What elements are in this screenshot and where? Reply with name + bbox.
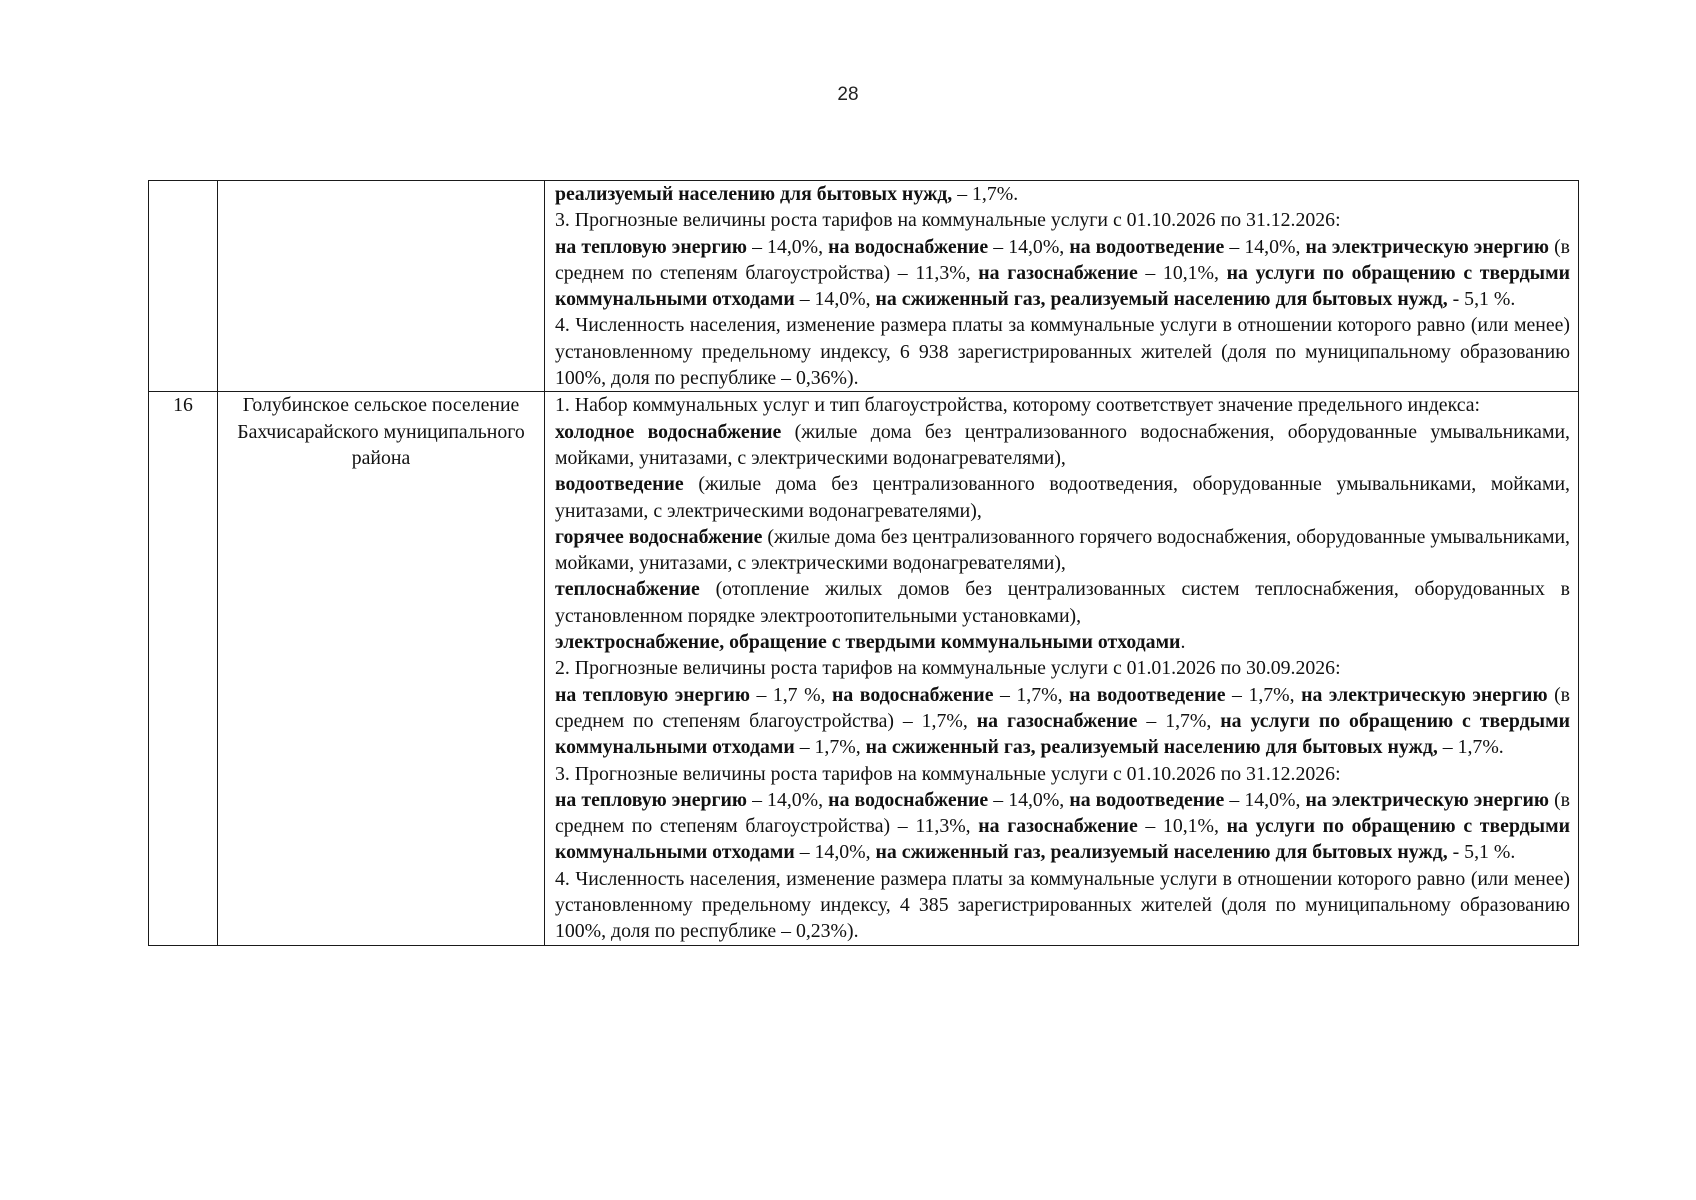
paragraph <box>555 576 1570 629</box>
municipality-cell <box>218 181 545 392</box>
description-cell <box>545 181 1579 392</box>
bold-text-run: горячее водоснабжение <box>555 525 763 548</box>
bold-text-run: на услуги по обращению с твердыми коммунальными отходами <box>555 709 1570 759</box>
bold-text-run: на сжиженный газ, реализуемый населению для бытовых нужд, <box>875 288 1448 311</box>
bold-text-run: на электрическую энергию <box>1301 683 1548 706</box>
paragraph <box>555 761 1570 787</box>
paragraph <box>555 682 1570 761</box>
bold-text-run: на сжиженный газ, реализуемый населению для бытовых нужд, <box>865 736 1438 759</box>
paragraph <box>555 234 1570 313</box>
municipality-name: Голубинское сельское поселение Бахчисарайского муниципального района <box>237 394 525 469</box>
text-run: 3. Прогнозные величины роста тарифов на коммунальные услуги с 01.10.2026 по 31.12.2026: <box>555 762 1341 785</box>
description-text <box>555 181 1570 391</box>
bold-text-run: на тепловую энергию <box>555 788 748 811</box>
bold-text-run: на электрическую энергию <box>1305 235 1550 258</box>
text-run: 4. Численность населения, изменение размера платы за коммунальные услуги в отношении которого равно (или менее) установленному предельному индексу, 6 938 зарегистрированных жителей (доля по муниципальному образованию 100%, доля по республике – 0,36%). <box>555 314 1570 390</box>
text-run: – 1,7%, <box>993 683 1070 706</box>
text-run: – 14,0%, <box>747 788 829 811</box>
text-run: (в среднем по степеням благоустройства) – 11,3%, <box>555 235 1571 284</box>
bold-text-run: электроснабжение, обращение с твердыми коммунальными отходами <box>555 631 1181 654</box>
text-run: – 14,0%, <box>988 788 1070 811</box>
bold-text-run: на услуги по обращению с твердыми коммунальными отходами <box>555 261 1571 311</box>
text-run: – 14,0%, <box>747 235 829 258</box>
row-number: 16 <box>173 394 193 417</box>
paragraph <box>555 524 1570 577</box>
bold-text-run: на водоотведение <box>1069 235 1225 258</box>
text-run: – 14,0%, <box>1224 235 1306 258</box>
paragraph <box>555 787 1570 866</box>
bold-text-run: на газоснабжение <box>976 709 1138 732</box>
text-run: - 5,1 %. <box>1447 841 1516 864</box>
paragraph <box>555 655 1570 681</box>
bold-text-run: на газоснабжение <box>978 815 1138 838</box>
text-run: (в среднем по степеням благоустройства) – 11,3%, <box>555 788 1571 838</box>
text-run: (жилые дома без централизованного водоснабжения, оборудованные умывальниками, мойками, унитазами, с электрическими водонагревателями), <box>555 420 1570 469</box>
bold-text-run: на водоснабжение <box>828 788 989 811</box>
paragraph <box>555 207 1570 233</box>
bold-text-run: теплоснабжение <box>555 578 700 601</box>
bold-text-run: реализуемый населению для бытовых нужд, <box>555 183 953 205</box>
text-run: - 5,1 %. <box>1447 288 1516 311</box>
text-run: – 14,0%, <box>988 235 1070 258</box>
bold-text-run: на тепловую энергию <box>555 683 750 706</box>
text-run: – 1,7%. <box>1437 736 1504 759</box>
text-run: (отопление жилых домов без централизованных систем теплоснабжения, оборудованных в установленном порядке электроотопительными установками), <box>555 578 1570 627</box>
description-text <box>555 392 1570 944</box>
paragraph <box>555 312 1570 391</box>
text-run: 3. Прогнозные величины роста тарифов на коммунальные услуги с 01.10.2026 по 31.12.2026: <box>555 209 1341 232</box>
bold-text-run: на сжиженный газ, реализуемый населению для бытовых нужд, <box>875 841 1448 864</box>
bold-text-run: на водоснабжение <box>828 235 989 258</box>
bold-text-run: холодное водоснабжение <box>555 420 782 443</box>
bold-text-run: на газоснабжение <box>978 261 1138 284</box>
bold-text-run: водоотведение <box>555 473 684 496</box>
paragraph <box>555 419 1570 472</box>
text-run: (жилые дома без централизованного горячего водоснабжения, оборудованные умывальниками, мойками, унитазами, с электрическими водонагревателями), <box>555 525 1570 575</box>
text-run: – 14,0%, <box>794 841 876 864</box>
paragraph <box>555 181 1570 207</box>
tariff-table <box>148 180 1579 946</box>
paragraph <box>555 392 1570 418</box>
text-run: (жилые дома без централизованного водоотведения, оборудованные умывальниками, мойками, унитазами, с электрическими водонагревателями), <box>555 473 1570 522</box>
text-run: – 1,7%, <box>794 736 866 759</box>
text-run: – 1,7%, <box>1137 709 1221 732</box>
paragraph <box>555 629 1570 655</box>
table-row-16 <box>149 392 1579 945</box>
bold-text-run: на водоотведение <box>1069 788 1225 811</box>
text-run: . <box>1180 631 1186 654</box>
paragraph <box>555 471 1570 524</box>
text-run: (в среднем по степеням благоустройства) – 1,7%, <box>555 683 1570 732</box>
row-number-cell <box>149 181 218 392</box>
municipality-cell <box>218 392 545 945</box>
text-run: – 14,0%, <box>1224 788 1306 811</box>
text-run: 2. Прогнозные величины роста тарифов на коммунальные услуги с 01.01.2026 по 30.09.2026: <box>555 657 1341 680</box>
bold-text-run: на электрическую энергию <box>1305 788 1550 811</box>
page-number: 28 <box>837 84 859 105</box>
bold-text-run: на услуги по обращению с твердыми коммунальными отходами <box>555 815 1571 864</box>
text-run: – 10,1%, <box>1137 815 1227 838</box>
text-run: 4. Численность населения, изменение размера платы за коммунальные услуги в отношении которого равно (или менее) установленному предельному индексу, 4 385 зарегистрированных жителей (доля по муниципальному образованию 100%, доля по республике – 0,23%). <box>555 867 1570 943</box>
text-run: – 1,7 %, <box>749 683 833 706</box>
description-cell <box>545 392 1579 945</box>
text-run: – 1,7%. <box>952 183 1019 205</box>
table-row-continuation <box>149 181 1579 392</box>
paragraph <box>555 866 1570 945</box>
text-run: 1. Набор коммунальных услуг и тип благоустройства, которому соответствует значение предельного индекса: <box>555 394 1480 417</box>
text-run: – 1,7%, <box>1225 683 1302 706</box>
text-run: – 10,1%, <box>1137 261 1227 284</box>
bold-text-run: на тепловую энергию <box>555 235 748 258</box>
bold-text-run: на водоотведение <box>1069 683 1226 706</box>
bold-text-run: на водоснабжение <box>832 683 994 706</box>
text-run: – 14,0%, <box>794 288 876 311</box>
row-number-cell <box>149 392 218 945</box>
